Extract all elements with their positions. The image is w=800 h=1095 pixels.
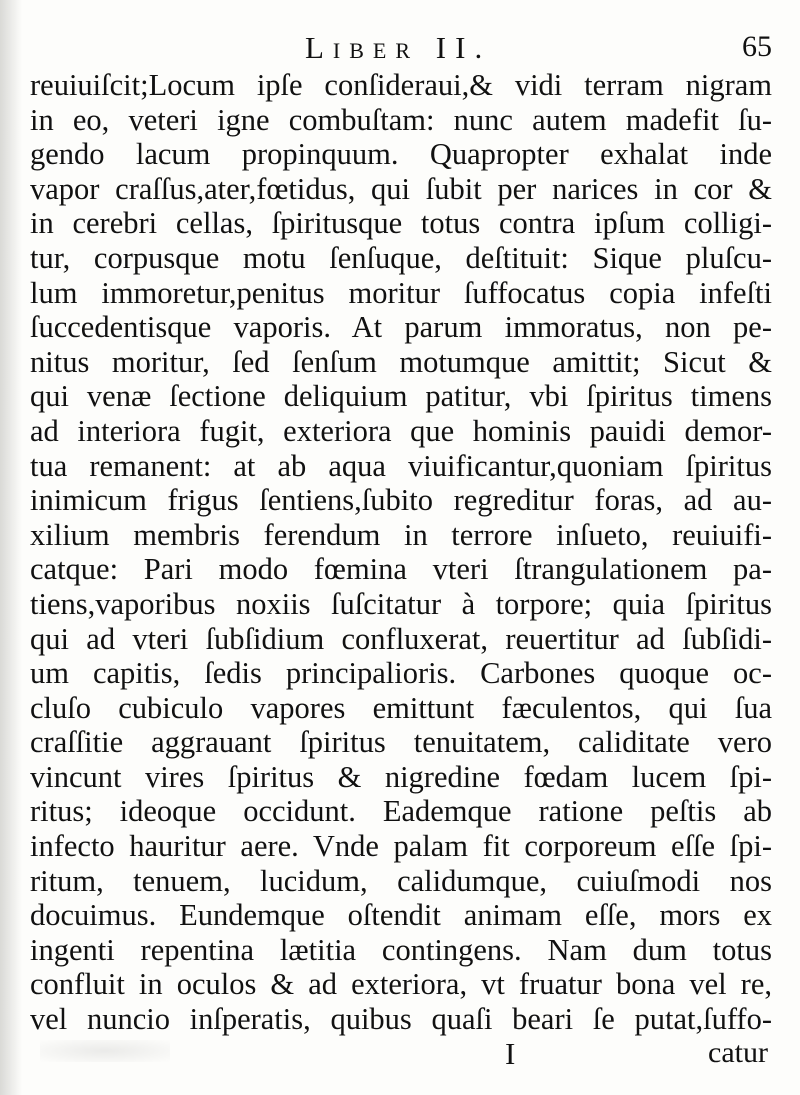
- text-line: vincunt vires ſpiritus & nigredine fœdam lucem ſpi-: [30, 759, 772, 794]
- text-line: ad interiora fugit, exteriora que hominis pauidi demor-: [30, 413, 772, 448]
- text-line: tiens,vaporibus noxiis ſuſcitatur à torpore; quia ſpiritus: [30, 586, 772, 621]
- text-line: ſuccedentisque vaporis. At parum immoratus, non pe-: [30, 310, 772, 345]
- text-line: reuiuiſcit;Locum ipſe conſideraui,& vidi terram nigram: [30, 68, 772, 102]
- text-line: infecto hauritur aere. Vnde palam fit corporeum eſſe ſpi-: [30, 829, 772, 864]
- text-line: lum immoretur,penitus moritur ſuffocatus copia infeſti: [30, 275, 772, 310]
- text-line: craſſitie aggrauant ſpiritus tenuitatem, caliditate vero: [30, 725, 772, 760]
- text-line: catque: Pari modo fœmina vteri ſtrangulationem pa-: [30, 552, 772, 587]
- text-line: vel nuncio inſperatis, quibus quaſi beari ſe putat,ſuffo-: [30, 1002, 772, 1037]
- text-line: nitus moritur, ſed ſenſum motumque amittit; Sicut &: [30, 344, 772, 379]
- body-text: [30, 68, 772, 1037]
- text-line: ritum, tenuem, lucidum, calidumque, cuiuſmodi nos: [30, 863, 772, 898]
- text-line: gendo lacum propinquum. Quapropter exhalat inde: [30, 137, 772, 172]
- page-footer: [0, 1036, 800, 1076]
- page-header: [0, 30, 800, 70]
- text-line: qui venæ ſectione deliquium patitur, vbi ſpiritus timens: [30, 379, 772, 414]
- text-line: in eo, veteri igne combuſtam: nunc autem madefit ſu-: [30, 102, 772, 137]
- text-line: qui ad vteri ſubſidium confluxerat, reuertitur ad ſubſidi-: [30, 621, 772, 656]
- page-number: 65: [742, 30, 772, 63]
- text-line: tua remanent: at ab aqua viuificantur,quoniam ſpiritus: [30, 448, 772, 483]
- text-line: ritus; ideoque occidunt. Eademque ratione peſtis ab: [30, 794, 772, 829]
- text-line: confluit in oculos & ad exteriora, vt fruatur bona vel re,: [30, 967, 772, 1002]
- text-line: vapor craſſus,ater,fœtidus, qui ſubit per narices in cor &: [30, 171, 772, 206]
- running-head: Liber II.: [305, 30, 492, 65]
- text-line: cluſo cubiculo vapores emittunt fæculentos, qui ſua: [30, 690, 772, 725]
- signature-mark: I: [505, 1036, 516, 1071]
- text-line: docuimus. Eundemque oſtendit animam eſſe, mors ex: [30, 898, 772, 933]
- text-line: in cerebri cellas, ſpiritusque totus contra ipſum colligi-: [30, 206, 772, 241]
- text-line: tur, corpusque motu ſenſuque, deſtituit: Sique pluſcu-: [30, 240, 772, 275]
- catchword: catur: [708, 1036, 768, 1069]
- text-line: xilium membris ferendum in terrore inſueto, reuiuifi-: [30, 517, 772, 552]
- text-line: um capitis, ſedis principalioris. Carbones quoque oc-: [30, 656, 772, 691]
- text-line: inimicum frigus ſentiens,ſubito regreditur foras, ad au-: [30, 483, 772, 518]
- gutter-shadow: [0, 0, 22, 1095]
- text-line: ingenti repentina lætitia contingens. Nam dum totus: [30, 932, 772, 967]
